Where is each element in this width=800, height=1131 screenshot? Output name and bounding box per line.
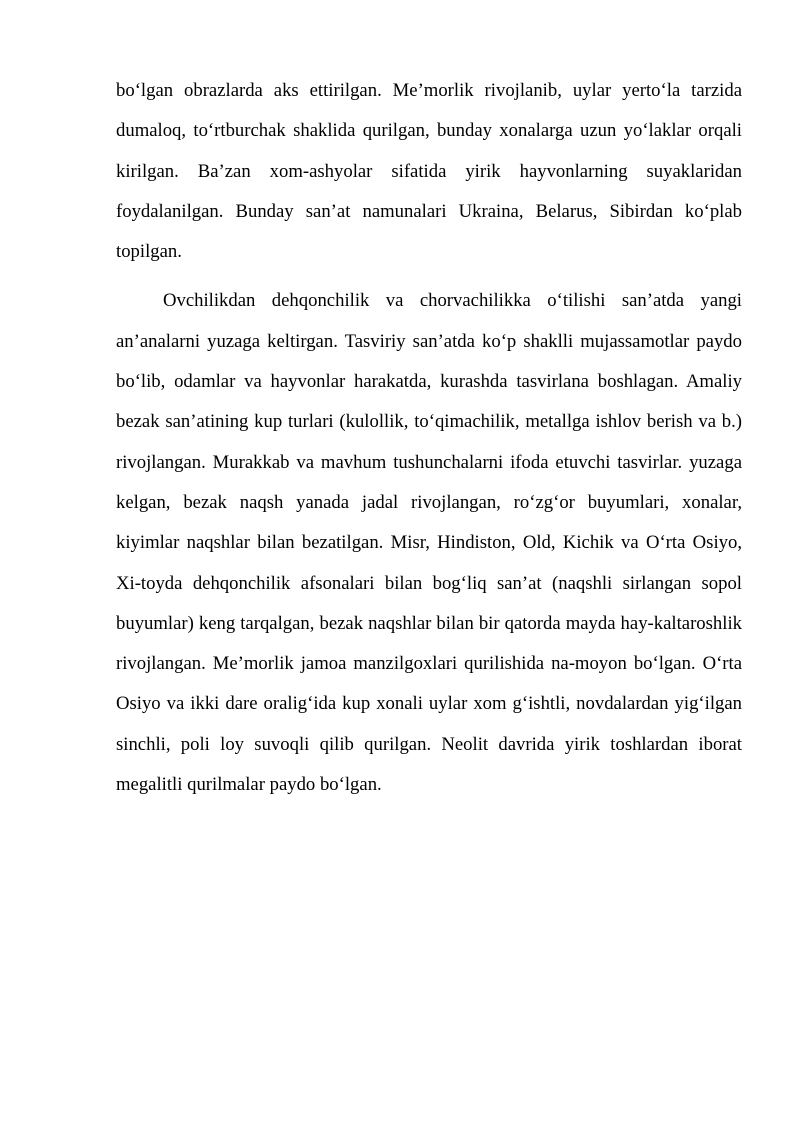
paragraph-2: Ovchilikdan dehqonchilik va chorvachilikka o‘tilishi san’atda yangi an’analarni yuzaga keltirgan. Tasviriy san’atda ko‘p shaklli mujassamotlar paydo bo‘lib, odamlar va hayvonlar harakatda, kurashda tasvirlana boshlagan. Amaliy bezak san’atining kup turlari (kulollik, to‘qimachilik, metallga ishlov berish va b.) rivojlangan. Murakkab va mavhum tushunchalarni ifoda etuvchi tasvirlar. yuzaga kelgan, bezak naqsh yanada jadal rivojlangan, ro‘zg‘or buyumlari, xonalar, kiyimlar naqshlar bilan bezatilgan. Misr, Hindiston, Old, Kichik va O‘rta Osiyo, Xi-toyda dehqonchilik afsonalari bilan bog‘liq san’at (naqshli sirlangan sopol buyumlar) keng tarqalgan, bezak naqshlar bilan bir qatorda mayda hay-kaltaroshlik rivojlangan. Me’morlik jamoa manzilgoxlari qurilishida na-moyon bo‘lgan. O‘rta Osiyo va ikki dare oralig‘ida kup xonali uylar xom g‘ishtli, novdalardan yig‘ilgan sinchli, poli loy suvoqli qilib qurilgan. Neolit davrida yirik toshlardan iborat megalitli qurilmalar paydo bo‘lgan. [116,290,742,796]
paragraph-1: bo‘lgan obrazlarda aks ettirilgan. Me’morlik rivojlanib, uylar yerto‘la tarzida dumaloq, to‘rtburchak shaklida qurilgan, bunday xonalarga uzun yo‘laklar orqali kirilgan. Ba’zan xom-ashyolar sifatida yirik hayvonlarning suyaklaridan foydalanilgan. Bunday san’at namunalari Ukraina, Belarus, Sibirdan ko‘plab topilgan. [116,80,742,263]
body-text [116,71,742,805]
